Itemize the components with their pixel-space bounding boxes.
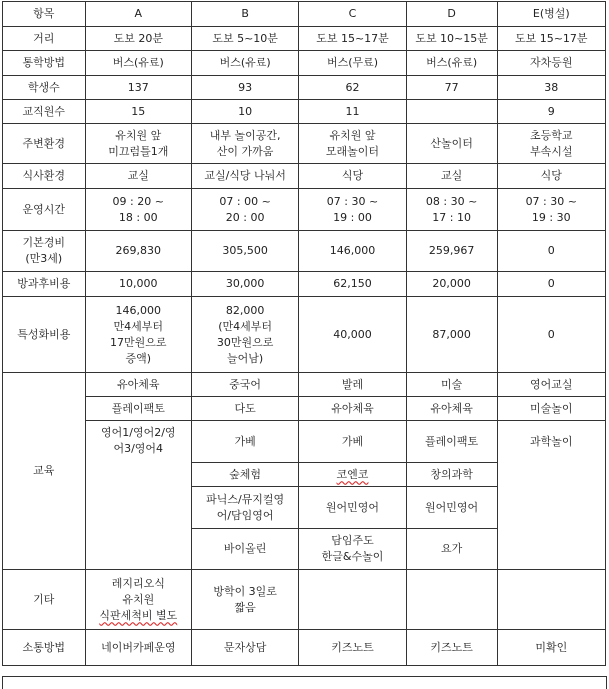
cell bbox=[299, 189, 406, 231]
cell: 146,000 bbox=[299, 231, 406, 272]
cell: 교실 bbox=[85, 164, 191, 189]
cell: 11 bbox=[299, 100, 406, 124]
cell: 자차등원 bbox=[497, 51, 605, 76]
cell: 0 bbox=[497, 231, 605, 272]
cell: 10 bbox=[191, 100, 298, 124]
cell bbox=[85, 297, 191, 373]
cell bbox=[85, 421, 191, 570]
line: 20 : 00 bbox=[225, 210, 265, 224]
row-label: 교직원수 bbox=[3, 100, 86, 124]
cell: 가베 bbox=[299, 421, 406, 463]
cell bbox=[299, 124, 406, 164]
line: 담임주도 bbox=[331, 534, 374, 547]
cell: 숲체험 bbox=[191, 463, 298, 487]
cell bbox=[406, 100, 497, 124]
cell: 137 bbox=[85, 76, 191, 100]
row-label: 기타 bbox=[3, 570, 86, 630]
cell bbox=[299, 570, 406, 630]
cell bbox=[299, 463, 406, 487]
line: 기본경비 bbox=[22, 236, 66, 249]
cell: 도보 15~17분 bbox=[497, 27, 605, 51]
cell: 30,000 bbox=[191, 272, 298, 297]
cell bbox=[497, 570, 605, 630]
education-row-2 bbox=[3, 397, 606, 421]
line: 부속시설 bbox=[530, 144, 573, 158]
cell: 식당 bbox=[299, 164, 406, 189]
line: 레지리오식 bbox=[111, 576, 165, 590]
cell: 62,150 bbox=[299, 272, 406, 297]
line: 17 : 10 bbox=[432, 210, 471, 224]
line: 유치원 bbox=[122, 592, 155, 606]
cell bbox=[191, 570, 298, 630]
cell: 키즈노트 bbox=[406, 630, 497, 666]
line: 만4세부터 bbox=[113, 319, 164, 333]
line: 어3/영어4 bbox=[113, 442, 164, 455]
comm-row bbox=[3, 630, 606, 666]
row-label: 교육 bbox=[3, 373, 86, 570]
cell: 20,000 bbox=[406, 272, 497, 297]
cell: 미확인 bbox=[497, 630, 605, 666]
line: 19 : 00 bbox=[333, 210, 372, 224]
line: 08 : 30 ~ bbox=[425, 194, 478, 208]
cell: 네이버카페운영 bbox=[85, 630, 191, 666]
line: 내부 놀이공간, bbox=[209, 128, 281, 142]
cell: 미술 bbox=[406, 373, 497, 397]
cell: 발레 bbox=[299, 373, 406, 397]
cell bbox=[299, 529, 406, 570]
row-label bbox=[3, 231, 86, 272]
cell bbox=[85, 570, 191, 630]
line: 짧음 bbox=[234, 600, 256, 614]
meal-row bbox=[3, 164, 606, 189]
cell: 중국어 bbox=[191, 373, 298, 397]
row-label: 식사환경 bbox=[3, 164, 86, 189]
cell: 38 bbox=[497, 76, 605, 100]
cell: 플레이팩토 bbox=[85, 397, 191, 421]
basic-cost-row bbox=[3, 231, 606, 272]
cell: 요가 bbox=[406, 529, 497, 570]
line: (만4세부터 bbox=[218, 319, 273, 333]
transport-row bbox=[3, 51, 606, 76]
cell: 교실 bbox=[406, 164, 497, 189]
cell: 62 bbox=[299, 76, 406, 100]
cell bbox=[497, 124, 605, 164]
cell bbox=[191, 124, 298, 164]
header-d: D bbox=[406, 2, 497, 27]
surroundings-row bbox=[3, 124, 606, 164]
cell: 플레이팩토 bbox=[406, 421, 497, 463]
row-label: 통학방법 bbox=[3, 51, 86, 76]
cell: 9 bbox=[497, 100, 605, 124]
line: 유치원 앞 bbox=[115, 128, 162, 142]
hours-row bbox=[3, 189, 606, 231]
cell: 269,830 bbox=[85, 231, 191, 272]
line: 초등학교 bbox=[530, 128, 573, 142]
cell: 유아체육 bbox=[299, 397, 406, 421]
cell: 원어민영어 bbox=[406, 487, 497, 529]
cell: 도보 10~15분 bbox=[406, 27, 497, 51]
row-label: 거리 bbox=[3, 27, 86, 51]
line: 한글&수놀이 bbox=[321, 550, 384, 563]
header-item: 항목 bbox=[3, 2, 86, 27]
cell: 15 bbox=[85, 100, 191, 124]
cell: 유아체육 bbox=[406, 397, 497, 421]
cell bbox=[85, 124, 191, 164]
cell: 도보 15~17분 bbox=[299, 27, 406, 51]
cell: 바이올린 bbox=[191, 529, 298, 570]
cell: 40,000 bbox=[299, 297, 406, 373]
header-a: A bbox=[85, 2, 191, 27]
line: 30만원으로 bbox=[216, 335, 274, 349]
staff-row bbox=[3, 100, 606, 124]
line: 09 : 20 ~ bbox=[112, 194, 164, 208]
cell: 버스(무료) bbox=[299, 51, 406, 76]
cell: 0 bbox=[497, 272, 605, 297]
line: 07 : 30 ~ bbox=[326, 194, 379, 208]
cell bbox=[191, 189, 298, 231]
line: 07 : 00 ~ bbox=[219, 194, 271, 208]
cell: 93 bbox=[191, 76, 298, 100]
row-label: 운영시간 bbox=[3, 189, 86, 231]
cell: 버스(유료) bbox=[85, 51, 191, 76]
cell: 원어민영어 bbox=[299, 487, 406, 529]
etc-row bbox=[3, 570, 606, 630]
row-label: 특성화비용 bbox=[3, 297, 86, 373]
comparison-table bbox=[2, 1, 606, 666]
cell: 다도 bbox=[191, 397, 298, 421]
cell: 77 bbox=[406, 76, 497, 100]
line: 늘어남) bbox=[227, 351, 264, 365]
cell bbox=[191, 297, 298, 373]
after-school-row bbox=[3, 272, 606, 297]
cell bbox=[406, 189, 497, 231]
row-label: 학생수 bbox=[3, 76, 86, 100]
cell bbox=[497, 189, 605, 231]
cell bbox=[191, 487, 298, 529]
line: 어/담임영어 bbox=[216, 508, 274, 522]
cell: 영어교실 bbox=[497, 373, 605, 397]
cell: 산놀이터 bbox=[406, 124, 497, 164]
education-row-3 bbox=[3, 421, 606, 463]
cell: 305,500 bbox=[191, 231, 298, 272]
cell: 교실/식당 나눠서 bbox=[191, 164, 298, 189]
line: 파닉스/뮤지컬영 bbox=[206, 492, 285, 506]
spell-flagged-text: 식판세척비 별도 bbox=[99, 608, 178, 622]
cell: 창의과학 bbox=[406, 463, 497, 487]
row-label: 주변환경 bbox=[3, 124, 86, 164]
cell: 과학놀이 bbox=[497, 421, 605, 570]
header-c: C bbox=[299, 2, 406, 27]
next-table-edge bbox=[2, 676, 607, 689]
cell: 도보 20분 bbox=[85, 27, 191, 51]
cell: 미술놀이 bbox=[497, 397, 605, 421]
cell: 가베 bbox=[191, 421, 298, 463]
cell: 0 bbox=[497, 297, 605, 373]
cell: 문자상담 bbox=[191, 630, 298, 666]
education-row-1 bbox=[3, 373, 606, 397]
line: 146,000 bbox=[115, 303, 162, 317]
cell bbox=[85, 189, 191, 231]
line: 19 : 30 bbox=[531, 210, 571, 224]
cell: 도보 5~10분 bbox=[191, 27, 298, 51]
line: 17만원으로 bbox=[110, 335, 167, 349]
cell: 유아체육 bbox=[85, 373, 191, 397]
line: 82,000 bbox=[225, 303, 265, 317]
line: 유치원 앞 bbox=[329, 128, 376, 142]
header-e: E(병설) bbox=[497, 2, 605, 27]
cell: 10,000 bbox=[85, 272, 191, 297]
distance-row bbox=[3, 27, 606, 51]
line: 18 : 00 bbox=[118, 210, 158, 224]
students-row bbox=[3, 76, 606, 100]
line: 증액) bbox=[125, 351, 152, 365]
cell: 식당 bbox=[497, 164, 605, 189]
line: 산이 가까움 bbox=[216, 144, 274, 158]
cell: 259,967 bbox=[406, 231, 497, 272]
row-label: 소통방법 bbox=[3, 630, 86, 666]
line: 영어1/영어2/영 bbox=[100, 426, 176, 439]
cell bbox=[406, 570, 497, 630]
row-label: 방과후비용 bbox=[3, 272, 86, 297]
header-row bbox=[3, 2, 606, 27]
line: 미끄럼틀1개 bbox=[108, 144, 169, 158]
special-row bbox=[3, 297, 606, 373]
cell: 키즈노트 bbox=[299, 630, 406, 666]
line: 07 : 30 ~ bbox=[525, 194, 577, 208]
line: 모래놀이터 bbox=[325, 144, 380, 158]
cell: 87,000 bbox=[406, 297, 497, 373]
header-b: B bbox=[191, 2, 298, 27]
cell: 버스(유료) bbox=[406, 51, 497, 76]
line: (만3세) bbox=[25, 252, 63, 265]
spell-flagged-text: 코엔코 bbox=[336, 467, 369, 481]
cell: 버스(유료) bbox=[191, 51, 298, 76]
line: 방학이 3일로 bbox=[213, 584, 277, 598]
